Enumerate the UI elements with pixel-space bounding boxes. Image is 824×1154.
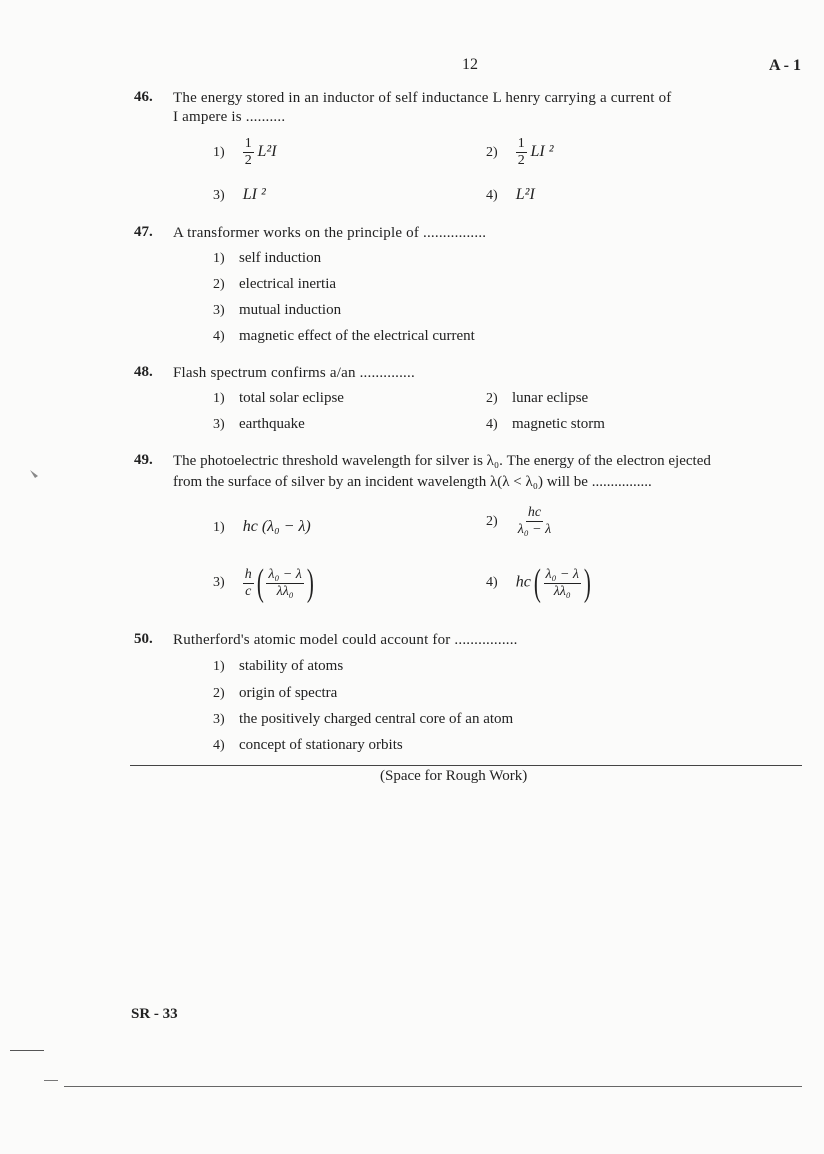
fraction-denominator: 2 [244,153,252,168]
option-text: self induction [239,250,322,266]
question-number: 47. [134,224,153,240]
rough-work-label: (Space for Rough Work) [380,768,528,784]
question-text-50: Rutherford's atomic model could account for ................ [173,632,518,648]
option-text: the positively charged central core of an atom [239,711,514,727]
bottom-rule [64,1086,802,1087]
option-expr: L²I [257,142,277,160]
divider [130,765,802,766]
option-number: 2) [213,277,225,292]
fraction [243,136,254,169]
option-50-1 [213,658,343,675]
left-paren: ( [256,562,264,604]
option-50-3 [213,711,513,728]
fraction-numerator: λ₀ − λ [268,566,302,582]
option-number: 2) [486,391,498,406]
option-47-1 [213,250,321,267]
option-expr: L²I [515,186,535,203]
fraction-numerator: 1 [517,136,525,151]
fraction [516,505,553,538]
fraction-numerator: h [244,566,252,582]
right-paren: ) [583,562,591,604]
question-number: 48. [134,364,153,380]
fraction-numerator: 1 [244,136,252,151]
option-text: total solar eclipse [239,390,344,406]
option-48-3 [213,416,305,433]
fraction [516,136,527,169]
option-number: 1) [213,659,225,674]
option-48-4 [486,416,605,433]
option-number: 4) [486,417,498,432]
option-number: 2) [213,686,225,701]
question-text-46-line2: I ampere is .......... [173,109,286,125]
option-text: origin of spectra [239,685,338,701]
question-number: 50. [134,631,153,647]
question-number: 49. [134,452,153,468]
option-text: magnetic effect of the electrical current [239,328,475,344]
option-49-2 [486,505,553,538]
option-46-1 [213,136,277,169]
option-number: 3) [213,303,225,318]
option-text: electrical inertia [239,276,337,292]
question-text-48: Flash spectrum confirms a/an .............. [173,365,415,381]
right-paren: ) [306,562,314,604]
fraction-denominator: λ₀ − λ [517,522,552,537]
option-number: 1) [213,520,225,535]
option-number: 4) [213,329,225,344]
fraction-prefix [243,567,254,600]
option-46-2 [486,136,554,169]
option-number: 4) [486,188,498,203]
option-47-2 [213,276,336,293]
question-number: 46. [134,89,153,105]
paper-code: A - 1 [769,57,801,74]
fraction-denominator: λλ₀ [553,583,571,599]
fraction-numerator: λ₀ − λ [545,566,579,582]
question-text-49-line1: The photoelectric threshold wavelength for silver is λ₀. The energy of the electron ejected [173,453,711,469]
scan-speck [30,470,38,478]
option-number: 4) [213,738,225,753]
option-number: 1) [213,251,225,266]
option-50-2 [213,685,337,702]
fraction [266,567,303,600]
option-number: 3) [213,575,225,591]
fraction-denominator: λλ₀ [276,583,294,599]
question-text-47: A transformer works on the principle of ................ [173,225,487,241]
option-expr: LI ² [242,186,266,203]
scan-mark [10,1050,44,1051]
option-text: mutual induction [239,302,342,318]
left-paren: ( [533,562,541,604]
option-text: magnetic storm [512,416,605,432]
option-number: 2) [486,144,498,160]
option-text: lunar eclipse [512,390,589,406]
footer-code: SR - 33 [131,1006,178,1022]
option-50-4 [213,737,403,754]
option-number: 4) [486,575,498,591]
option-46-3 [213,186,266,204]
option-number: 3) [213,188,225,203]
option-number: 3) [213,712,225,727]
scan-mark [44,1080,58,1081]
option-text: earthquake [239,416,305,432]
fraction-denominator: c [245,583,252,599]
option-48-1 [213,390,344,407]
fraction-numerator: hc [527,505,542,520]
option-number: 2) [486,513,498,529]
fraction [544,567,581,600]
option-49-1 [213,518,311,536]
option-49-3 [213,564,317,602]
option-expr: LI ² [530,142,554,160]
option-48-2 [486,390,588,407]
option-number: 3) [213,417,225,432]
question-text-46-line1: The energy stored in an inductor of self inductance L henry carrying a current of [173,90,672,106]
page-number: 12 [462,56,478,73]
option-47-3 [213,302,341,319]
option-expr: hc (λ₀ − λ) [242,518,311,535]
option-text: concept of stationary orbits [239,737,403,753]
option-49-4 [486,564,594,602]
fraction-denominator: 2 [517,153,525,168]
option-46-4 [486,186,535,204]
option-number: 1) [213,391,225,406]
option-number: 1) [213,144,225,160]
option-prefix: hc [515,573,531,591]
option-text: stability of atoms [239,658,344,674]
option-47-4 [213,328,475,345]
question-text-49-line2: from the surface of silver by an incident wavelength λ(λ < λ₀) will be ................ [173,474,652,490]
